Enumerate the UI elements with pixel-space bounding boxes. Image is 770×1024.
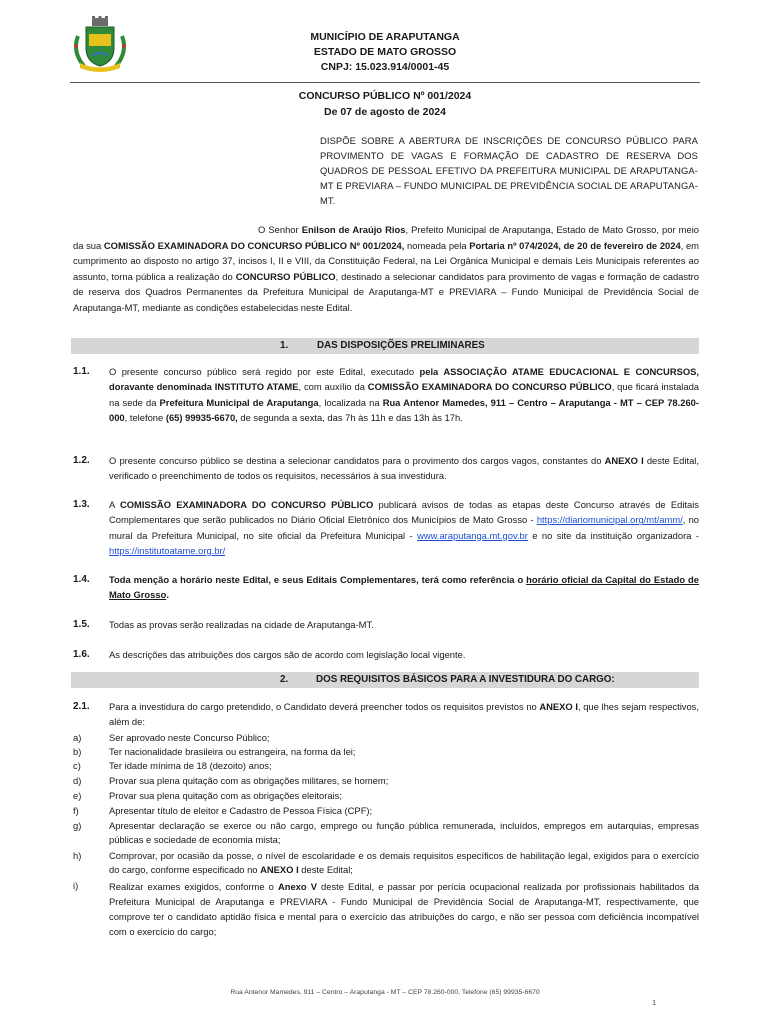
document-title bbox=[230, 88, 540, 120]
ementa: DISPÕE SOBRE A ABERTURA DE INSCRIÇÕES DE CONCURSO PÚBLICO PARA PROVIMENTO DE VAGAS E FORMAÇÃO DE CADASTRO DE RESERVA DOS QUADROS DE PESSOAL EFETIVO DA PREFEITURA MUNICIPAL DE ARAPUTANGA-MT E PREVIARA – FUNDO MUNICIPAL DE PREVIDÊNCIA SOCIAL DE ARAPUTANGA-MT. bbox=[320, 135, 698, 206]
list-item-i: i) Realizar exames exigidos, conforme o Anexo V deste Edital, e passar por perícia ocupacional realizada por profissionais habilitados da Prefeitura Municipal de Araputanga e PREVIARA - Fundo Municipal de Previdência Social de Araputanga-MT, respectivamente, que comprove ter o candidato aptidão física e mental para o exercício das atribuições do cargo, e não ser pessoa com deficiência incompatível com o exercício do cargo; bbox=[73, 880, 700, 937]
list-item-f: f) Apresentar título de eleitor e Cadastro de Pessoa Física (CPF); bbox=[73, 805, 373, 816]
state-name: ESTADO DE MATO GROSSO bbox=[313, 46, 457, 58]
clause-1-5: 1.5. Todas as provas serão realizadas na cidade de Araputanga-MT. bbox=[73, 619, 374, 630]
list-item-h: h) Comprovar, por ocasião da posse, o nível de escolaridade e os demais requisitos específicos de habilitação legal, exigidos para o exercício do cargo, conforme especificado no ANEXO I deste Edital; bbox=[73, 850, 699, 875]
intro-paragraph: O Senhor Enilson de Araújo Rios, Prefeito Municipal de Araputanga, Estado de Mato Grosso, por meio da sua COMISSÃO EXAMINADORA DO CONCURSO PÚBLICO Nº 001/2024, nomeada pela Portaria nº 074/2024, de 20 de fevereiro de 2024, em cumprimento ao disposto no artigo 37, incisos I, II e VIII, da Constituição Federal, na Lei Orgânica Municipal e demais Leis Municipais referentes ao assunto, torna pública a realização do CONCURSO PÚBLICO, destinado a selecionar candidatos para provimento de vagas e formação de cadastro de reserva dos Quadros Permanentes da Prefeitura Municipal de Araputanga-MT e PREVIARA – Fundo Municipal de Previdência Social de Araputanga-MT, mediante as condições estabelecidas neste Edital. bbox=[73, 224, 699, 313]
clause-2-1: 2.1. Para a investidura do cargo pretendido, o Candidato deverá preencher todos os requisitos previstos no ANEXO I, que lhes sejam respectivos, além de: bbox=[73, 701, 699, 728]
header-divider bbox=[70, 82, 700, 83]
edital-date: De 07 de agosto de 2024 bbox=[324, 106, 446, 118]
cnpj: CNPJ: 15.023.914/0001-45 bbox=[320, 61, 450, 73]
section-heading-2: 2. DOS REQUISITOS BÁSICOS PARA A INVESTIDURA DO CARGO: bbox=[71, 672, 699, 688]
page-number: 1 bbox=[652, 998, 657, 1007]
section-heading-1: 1. DAS DISPOSIÇÕES PRELIMINARES bbox=[71, 338, 699, 354]
list-item-b: b) Ter nacionalidade brasileira ou estrangeira, na forma da lei; bbox=[73, 746, 356, 757]
edital-number: CONCURSO PÚBLICO Nº 001/2024 bbox=[298, 90, 472, 102]
footer-address: Rua Antenor Mamedes, 911 – Centro – Araputanga - MT – CEP 78.260-000, Telefone (65) 99935-6670 bbox=[230, 989, 540, 996]
clause-1-6: 1.6. As descrições das atribuições dos cargos são de acordo com legislação local vigente. bbox=[73, 649, 466, 660]
list-item-d: d) Provar sua plena quitação com as obrigações militares, se homem; bbox=[73, 775, 389, 786]
diario-oficial-link[interactable]: https://diariomunicipal.org/mt/amm/ bbox=[536, 514, 683, 526]
clause-1-4: 1.4. Toda menção a horário neste Edital, e seus Editais Complementares, terá como referência o horário oficial da Capital do Estado de Mato Grosso. bbox=[73, 574, 699, 601]
prefeitura-site-link[interactable]: www.araputanga.mt.gov.br bbox=[417, 529, 528, 541]
list-item-c: c) Ter idade mínima de 18 (dezoito) anos; bbox=[73, 760, 272, 771]
instituto-atame-link[interactable]: https://institutoatame.org.br/ bbox=[109, 544, 226, 556]
clause-1-2: 1.2. O presente concurso público se destina a selecionar candidatos para o provimento dos cargos vagos, constantes do ANEXO I deste Edital, verificado o preenchimento de todos os requisitos, necessários à sua investidura. bbox=[73, 455, 699, 482]
list-item-g: g) Apresentar declaração se exerce ou não cargo, emprego ou função pública remunerada, incluídos, empregos em autarquias, empresas públicas e sociedade de economia mista; bbox=[73, 820, 699, 845]
letterhead bbox=[230, 30, 540, 75]
list-item-e: e) Provar sua plena quitação com as obrigações eleitorais; bbox=[73, 790, 342, 801]
list-item-a: a) Ser aprovado neste Concurso Público; bbox=[73, 732, 270, 743]
municipal-coat-of-arms-icon bbox=[70, 16, 130, 72]
clause-1-1: 1.1. O presente concurso público será regido por este Edital, executado pela ASSOCIAÇÃO ATAME EDUCACIONAL E CONCURSOS, doravante denominada INSTITUTO ATAME, com auxílio da COMISSÃO EXAMINADORA DO CONCURSO PÚBLICO, que ficará instalada na sede da Prefeitura Municipal de Araputanga, localizada na Rua Antenor Mamedes, 911 – Centro – Araputanga - MT – CEP 78.260-000, telefone (65) 99935-6670, de segunda a sexta, das 7h às 11h e das 13h às 17h. bbox=[73, 366, 700, 423]
municipality-name: MUNICÍPIO DE ARAPUTANGA bbox=[310, 31, 460, 43]
clause-1-3: 1.3. A COMISSÃO EXAMINADORA DO CONCURSO PÚBLICO publicará avisos de todas as etapas deste Concurso através de Editais Complementares que serão publicados no Diário Oficial Eletrônico dos Municípios de Mato Grosso - https://diariomunicipal.org/mt/amm/, no mural da Prefeitura Municipal, no site oficial da Prefeitura Municipal - www.araputanga.mt.gov.br e no site da instituição organizadora - https://institutoatame.org.br/ bbox=[73, 499, 700, 556]
